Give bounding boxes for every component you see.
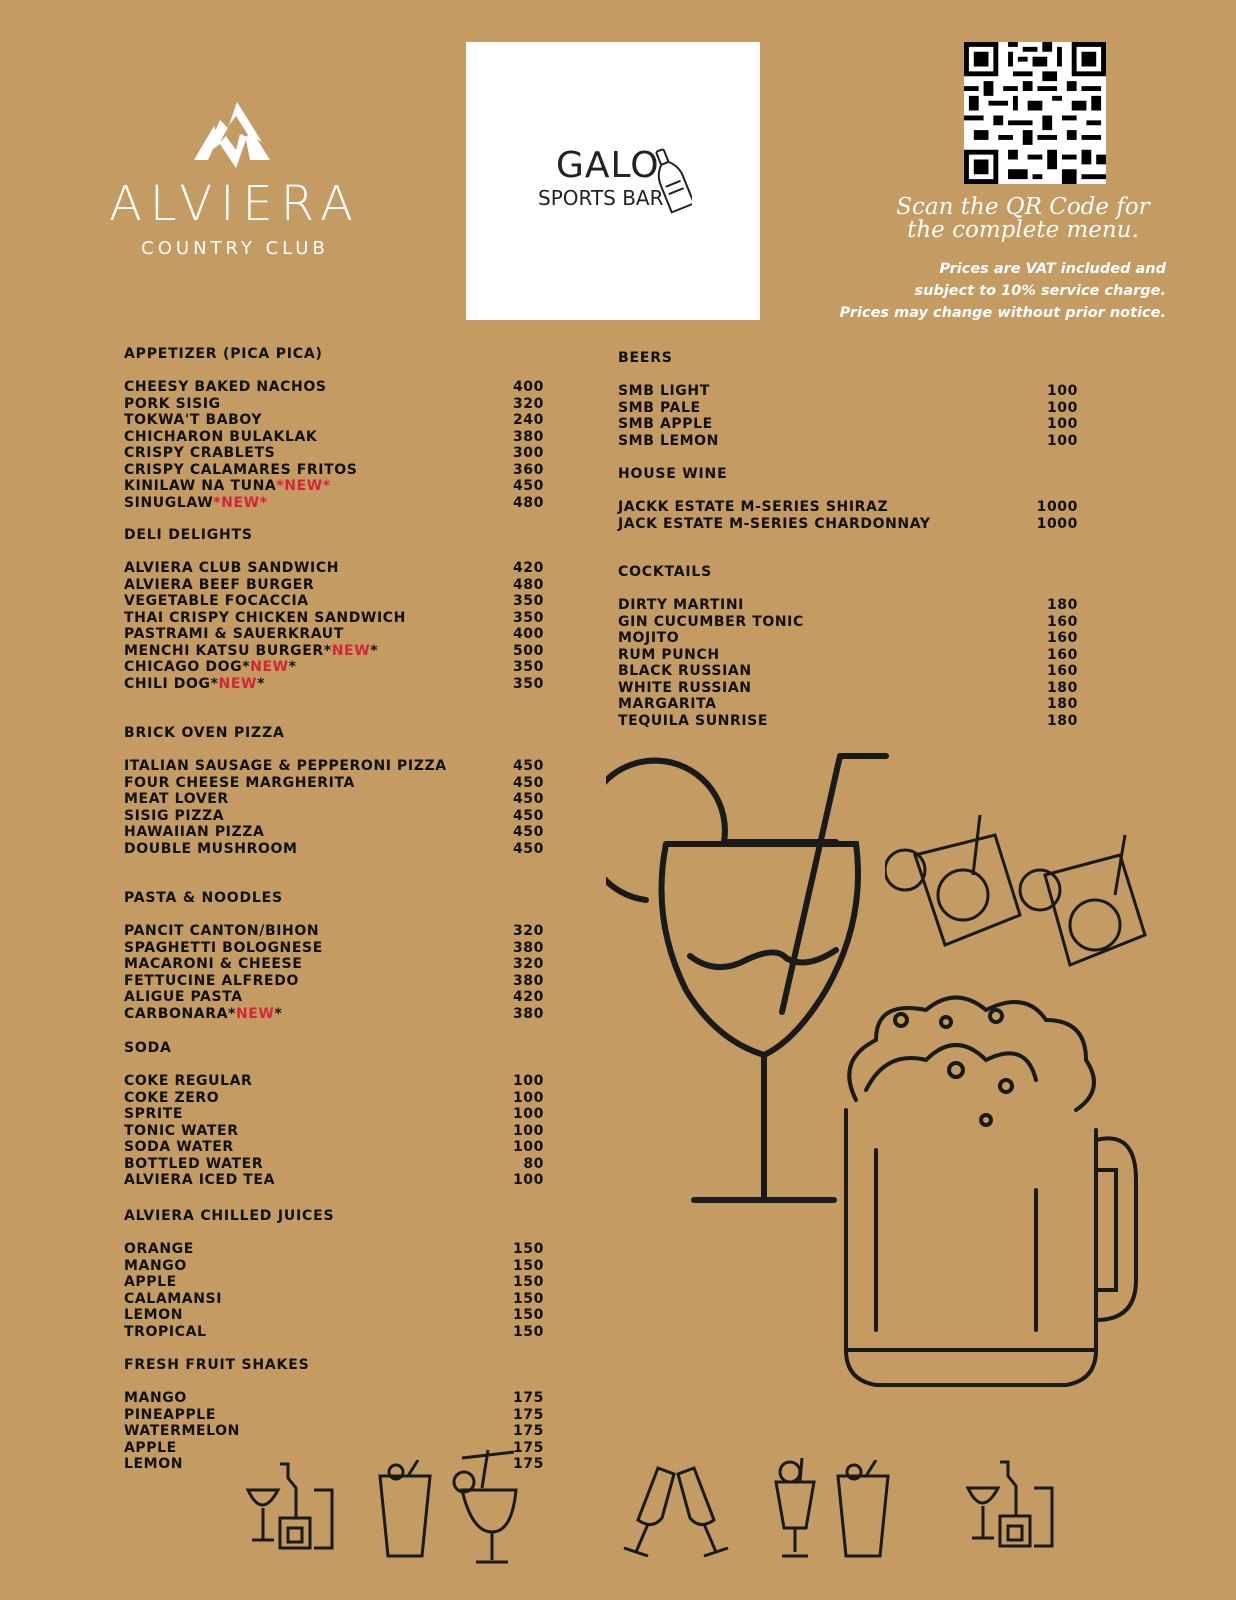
menu-item-price: 160 bbox=[1046, 630, 1078, 646]
menu-item-name: PINEAPPLE bbox=[124, 1406, 216, 1423]
price-note-line: Prices are VAT included and bbox=[939, 261, 1166, 277]
menu-item-price: 380 bbox=[512, 428, 544, 445]
menu-item-name: ALVIERA BEEF BURGER bbox=[124, 576, 315, 593]
menu-item-name: JACK ESTATE M-SERIES CHARDONNAY bbox=[618, 515, 931, 532]
menu-item-price: 350 bbox=[512, 609, 544, 626]
menu-item bbox=[124, 560, 544, 577]
menu-item-name: SINUGLAW*NEW* bbox=[124, 494, 268, 511]
menu-item-price: 150 bbox=[512, 1257, 544, 1274]
menu-item-price: 450 bbox=[512, 840, 544, 857]
menu-item-price: 450 bbox=[512, 791, 544, 807]
menu-item bbox=[124, 1106, 544, 1123]
menu-item-price: 100 bbox=[1046, 416, 1078, 432]
menu-item-price: 350 bbox=[512, 659, 544, 675]
menu-item-name: CHICAGO DOG*NEW* bbox=[124, 659, 297, 675]
menu-item bbox=[124, 1291, 544, 1308]
menu-item-name: SPAGHETTI BOLOGNESE bbox=[124, 939, 323, 956]
menu-item-name: KINILAW NA TUNA*NEW* bbox=[124, 478, 331, 494]
menu-item-name: SPRITE bbox=[124, 1106, 184, 1122]
qr-caption-line-1: Scan the QR Code for bbox=[896, 194, 1150, 220]
menu-category bbox=[124, 1040, 544, 1189]
menu-item bbox=[124, 923, 544, 940]
menu-item-price: 400 bbox=[512, 379, 544, 395]
menu-item-price: 150 bbox=[512, 1274, 544, 1290]
menu-item-name: ALVIERA CLUB SANDWICH bbox=[124, 560, 340, 576]
menu-item-name: TOKWA'T BABOY bbox=[124, 412, 263, 428]
menu-item bbox=[124, 478, 544, 495]
menu-item bbox=[124, 808, 544, 825]
menu-item-price: 380 bbox=[512, 939, 544, 956]
menu-item-name: CHICHARON BULAKLAK bbox=[124, 428, 318, 445]
menu-item-name: ITALIAN SAUSAGE & PEPPERONI PIZZA bbox=[124, 758, 447, 774]
iced-tea-icon bbox=[376, 1460, 434, 1560]
menu-item-price: 100 bbox=[512, 1089, 544, 1106]
menu-item-price: 150 bbox=[512, 1241, 544, 1257]
menu-item-price: 450 bbox=[512, 824, 544, 840]
menu-item bbox=[124, 1390, 544, 1407]
menu-item-name: LEMON bbox=[124, 1307, 184, 1323]
menu-item-name: COKE ZERO bbox=[124, 1089, 220, 1106]
menu-item bbox=[124, 1241, 544, 1258]
menu-category bbox=[124, 725, 544, 857]
menu-item-price: 400 bbox=[512, 626, 544, 642]
menu-item bbox=[618, 499, 1078, 516]
menu-item-price: 450 bbox=[512, 807, 544, 824]
iced-drinks-icon bbox=[885, 815, 1165, 1015]
menu-category bbox=[124, 1208, 544, 1340]
menu-item bbox=[124, 445, 544, 462]
menu-item-name: ALVIERA ICED TEA bbox=[124, 1172, 276, 1188]
menu-item bbox=[124, 989, 544, 1006]
menu-category bbox=[124, 346, 544, 511]
menu-item bbox=[124, 940, 544, 957]
menu-item bbox=[124, 973, 544, 990]
menu-item bbox=[124, 1407, 544, 1424]
menu-item bbox=[124, 1307, 544, 1324]
menu-item-name: FOUR CHEESE MARGHERITA bbox=[124, 774, 355, 791]
menu-item-name: APPLE bbox=[124, 1274, 177, 1290]
qr-caption bbox=[860, 196, 1166, 242]
menu-item-name: MOJITO bbox=[618, 630, 680, 646]
menu-item-price: 100 bbox=[512, 1106, 544, 1122]
menu-item-name: SODA WATER bbox=[124, 1139, 234, 1155]
menu-item-name: COKE REGULAR bbox=[124, 1073, 253, 1089]
menu-item-price: 150 bbox=[512, 1323, 544, 1340]
qr-code-icon bbox=[964, 42, 1106, 184]
galo-sports-bar-logo bbox=[466, 42, 760, 320]
menu-item bbox=[124, 1172, 544, 1189]
menu-item-name: MACARONI & CHEESE bbox=[124, 956, 303, 972]
qr-code[interactable] bbox=[964, 42, 1106, 184]
menu-item bbox=[124, 1274, 544, 1291]
menu-item-name: ORANGE bbox=[124, 1241, 194, 1257]
category-title: PASTA & NOODLES bbox=[124, 890, 283, 906]
menu-item-price: 450 bbox=[512, 478, 544, 494]
tropical-cocktail-icon bbox=[452, 1448, 524, 1568]
category-title: SODA bbox=[124, 1040, 172, 1056]
champagne-toast-icon bbox=[618, 1460, 734, 1560]
menu-item-name: PASTRAMI & SAUERKRAUT bbox=[124, 626, 344, 642]
menu-item bbox=[618, 696, 1078, 713]
menu-item-price: 180 bbox=[1046, 679, 1078, 696]
menu-item-name: MENCHI KATSU BURGER*NEW* bbox=[124, 642, 379, 659]
category-title: BEERS bbox=[618, 350, 673, 366]
menu-item bbox=[124, 643, 544, 660]
menu-item-name: CARBONARA*NEW* bbox=[124, 1005, 283, 1022]
menu-item-price: 160 bbox=[1046, 663, 1078, 679]
menu-item-name: BLACK RUSSIAN bbox=[618, 663, 752, 679]
menu-item-price: 1000 bbox=[1036, 515, 1078, 532]
qr-caption-line-2: the complete menu. bbox=[907, 217, 1139, 243]
menu-item-name: TONIC WATER bbox=[124, 1122, 239, 1139]
menu-item-name: FETTUCINE ALFREDO bbox=[124, 972, 299, 989]
menu-item-price: 350 bbox=[512, 675, 544, 692]
menu-item bbox=[124, 1423, 544, 1440]
iced-tea-icon bbox=[834, 1460, 892, 1560]
menu-item-name: CRISPY CRABLETS bbox=[124, 445, 276, 461]
category-title: FRESH FRUIT SHAKES bbox=[124, 1357, 310, 1373]
menu-item-price: 480 bbox=[512, 576, 544, 593]
menu-item bbox=[124, 1258, 544, 1275]
menu-item-price: 360 bbox=[512, 461, 544, 478]
menu-item bbox=[124, 791, 544, 808]
new-badge: NEW bbox=[331, 642, 371, 659]
menu-category bbox=[124, 527, 544, 692]
menu-item-price: 320 bbox=[512, 956, 544, 972]
menu-item bbox=[124, 429, 544, 446]
menu-item-name: RUM PUNCH bbox=[618, 646, 720, 663]
menu-category bbox=[618, 564, 1078, 729]
menu-item-price: 240 bbox=[512, 412, 544, 428]
menu-item-name: CRISPY CALAMARES FRITOS bbox=[124, 461, 358, 478]
menu-item-name: SMB LIGHT bbox=[618, 383, 710, 399]
menu-item-price: 320 bbox=[512, 395, 544, 412]
menu-item-price: 175 bbox=[512, 1439, 544, 1456]
menu-item-name: PORK SISIG bbox=[124, 395, 221, 412]
menu-item-price: 175 bbox=[512, 1456, 544, 1472]
category-title: ALVIERA CHILLED JUICES bbox=[124, 1208, 335, 1224]
menu-item-price: 450 bbox=[512, 774, 544, 791]
menu-item bbox=[618, 680, 1078, 697]
menu-item-price: 100 bbox=[512, 1073, 544, 1089]
price-note-line: Prices may change without prior notice. bbox=[839, 305, 1166, 321]
menu-item-name: WATERMELON bbox=[124, 1423, 240, 1439]
menu-item bbox=[124, 462, 544, 479]
category-title: HOUSE WINE bbox=[618, 466, 728, 482]
menu-item bbox=[618, 614, 1078, 631]
menu-item-price: 100 bbox=[512, 1122, 544, 1139]
menu-item bbox=[124, 758, 544, 775]
menu-item bbox=[124, 1090, 544, 1107]
menu-item-price: 180 bbox=[1046, 712, 1078, 729]
menu-item bbox=[618, 713, 1078, 730]
menu-item-name: GIN CUCUMBER TONIC bbox=[618, 613, 804, 630]
mountain-icon bbox=[90, 98, 380, 170]
brand-name: ALVIERA bbox=[109, 176, 361, 232]
menu-category bbox=[618, 466, 1078, 532]
bar-drinks-icon bbox=[244, 1460, 340, 1554]
menu-item-name: THAI CRISPY CHICKEN SANDWICH bbox=[124, 609, 406, 626]
new-badge: *NEW* bbox=[276, 478, 331, 494]
menu-item bbox=[124, 775, 544, 792]
bottle-icon bbox=[652, 146, 692, 216]
menu-item-name: APPLE bbox=[124, 1439, 177, 1456]
bar-drinks-icon bbox=[964, 1458, 1060, 1552]
menu-item-price: 180 bbox=[1046, 696, 1078, 712]
menu-item bbox=[124, 495, 544, 512]
menu-item-price: 100 bbox=[512, 1139, 544, 1155]
menu-item-name: SMB LEMON bbox=[618, 432, 719, 449]
menu-item bbox=[124, 1073, 544, 1090]
menu-item-name: HAWAIIAN PIZZA bbox=[124, 824, 265, 840]
menu-item-name: LEMON bbox=[124, 1456, 184, 1472]
menu-category bbox=[618, 350, 1078, 449]
menu-item bbox=[618, 416, 1078, 433]
menu-item-price: 160 bbox=[1046, 646, 1078, 663]
menu-item bbox=[124, 412, 544, 429]
menu-item-price: 420 bbox=[512, 989, 544, 1005]
menu-item-price: 175 bbox=[512, 1390, 544, 1406]
menu-item-price: 480 bbox=[512, 494, 544, 511]
menu-item-name: BOTTLED WATER bbox=[124, 1155, 264, 1172]
menu-item bbox=[124, 824, 544, 841]
brand-subtitle: COUNTRY CLUB bbox=[141, 238, 329, 259]
menu-item bbox=[618, 663, 1078, 680]
category-title: BRICK OVEN PIZZA bbox=[124, 725, 285, 741]
menu-item-name: VEGETABLE FOCACCIA bbox=[124, 593, 309, 609]
milkshake-icon bbox=[772, 1458, 818, 1562]
menu-item-price: 160 bbox=[1046, 613, 1078, 630]
beer-mug-icon bbox=[836, 990, 1146, 1410]
new-badge: NEW bbox=[235, 1005, 275, 1022]
menu-item-price: 320 bbox=[512, 923, 544, 939]
menu-item-price: 80 bbox=[523, 1155, 544, 1172]
menu-item-name: JACKK ESTATE M-SERIES SHIRAZ bbox=[618, 499, 889, 515]
category-title: COCKTAILS bbox=[618, 564, 713, 580]
menu-item-price: 420 bbox=[512, 560, 544, 576]
menu-item-price: 100 bbox=[1046, 383, 1078, 399]
menu-item bbox=[618, 516, 1078, 533]
menu-item bbox=[618, 630, 1078, 647]
menu-item-name: CHEESY BAKED NACHOS bbox=[124, 379, 327, 395]
price-notes bbox=[820, 258, 1166, 324]
menu-item-price: 175 bbox=[512, 1423, 544, 1439]
menu-item-name: CHILI DOG*NEW* bbox=[124, 675, 265, 692]
alviera-logo bbox=[90, 98, 380, 268]
menu-item-name: SMB PALE bbox=[618, 399, 701, 416]
menu-item-price: 150 bbox=[512, 1307, 544, 1323]
menu-item bbox=[124, 956, 544, 973]
menu-item-price: 300 bbox=[512, 445, 544, 461]
menu-item bbox=[124, 379, 544, 396]
menu-item bbox=[124, 659, 544, 676]
menu-item-price: 150 bbox=[512, 1290, 544, 1307]
menu-item bbox=[618, 597, 1078, 614]
menu-item-name: DIRTY MARTINI bbox=[618, 597, 744, 613]
menu-item bbox=[618, 400, 1078, 417]
menu-item bbox=[618, 433, 1078, 450]
menu-item-name: CALAMANSI bbox=[124, 1290, 223, 1307]
menu-item-price: 350 bbox=[512, 593, 544, 609]
menu-item-name: TROPICAL bbox=[124, 1323, 207, 1340]
menu-item bbox=[124, 1324, 544, 1341]
new-badge: NEW bbox=[250, 659, 289, 675]
menu-item-name: TEQUILA SUNRISE bbox=[618, 712, 769, 729]
category-title: DELI DELIGHTS bbox=[124, 527, 253, 543]
menu-item-price: 1000 bbox=[1036, 499, 1078, 515]
menu-item-name: SMB APPLE bbox=[618, 416, 713, 432]
menu-item-price: 450 bbox=[512, 758, 544, 774]
menu-item-name: PANCIT CANTON/BIHON bbox=[124, 923, 320, 939]
menu-item bbox=[124, 626, 544, 643]
menu-item-name: ALIGUE PASTA bbox=[124, 989, 243, 1005]
menu-item bbox=[124, 577, 544, 594]
menu-item bbox=[124, 1139, 544, 1156]
menu-item-name: MANGO bbox=[124, 1390, 187, 1406]
menu-item-name: WHITE RUSSIAN bbox=[618, 679, 752, 696]
new-badge: *NEW* bbox=[213, 494, 268, 511]
menu-item-name: SISIG PIZZA bbox=[124, 807, 225, 824]
menu-item-price: 100 bbox=[1046, 399, 1078, 416]
menu-item-price: 500 bbox=[512, 642, 544, 659]
menu-item-price: 380 bbox=[512, 1005, 544, 1022]
menu-item-price: 100 bbox=[512, 1172, 544, 1188]
menu-item bbox=[124, 593, 544, 610]
bar-logo-title: GALO bbox=[556, 145, 660, 186]
menu-category bbox=[124, 890, 544, 1022]
menu-item bbox=[124, 1123, 544, 1140]
menu-item-name: MANGO bbox=[124, 1257, 187, 1274]
menu-item-price: 175 bbox=[512, 1406, 544, 1423]
menu-item-name: MEAT LOVER bbox=[124, 791, 229, 807]
menu-item bbox=[124, 841, 544, 858]
menu-item-price: 100 bbox=[1046, 432, 1078, 449]
new-badge: NEW bbox=[218, 675, 258, 692]
menu-item-price: 180 bbox=[1046, 597, 1078, 613]
menu-item-name: DOUBLE MUSHROOM bbox=[124, 840, 298, 857]
menu-item bbox=[124, 676, 544, 693]
menu-item bbox=[124, 1156, 544, 1173]
menu-item bbox=[124, 610, 544, 627]
category-title: APPETIZER (PICA PICA) bbox=[124, 346, 323, 362]
menu-item bbox=[124, 396, 544, 413]
menu-item-name: MARGARITA bbox=[618, 696, 717, 712]
bar-logo-subtitle: SPORTS BAR bbox=[538, 186, 664, 210]
menu-item bbox=[618, 383, 1078, 400]
menu-item bbox=[618, 647, 1078, 664]
menu-item-price: 380 bbox=[512, 972, 544, 989]
price-note-line: subject to 10% service charge. bbox=[914, 283, 1166, 299]
menu-item bbox=[124, 1006, 544, 1023]
